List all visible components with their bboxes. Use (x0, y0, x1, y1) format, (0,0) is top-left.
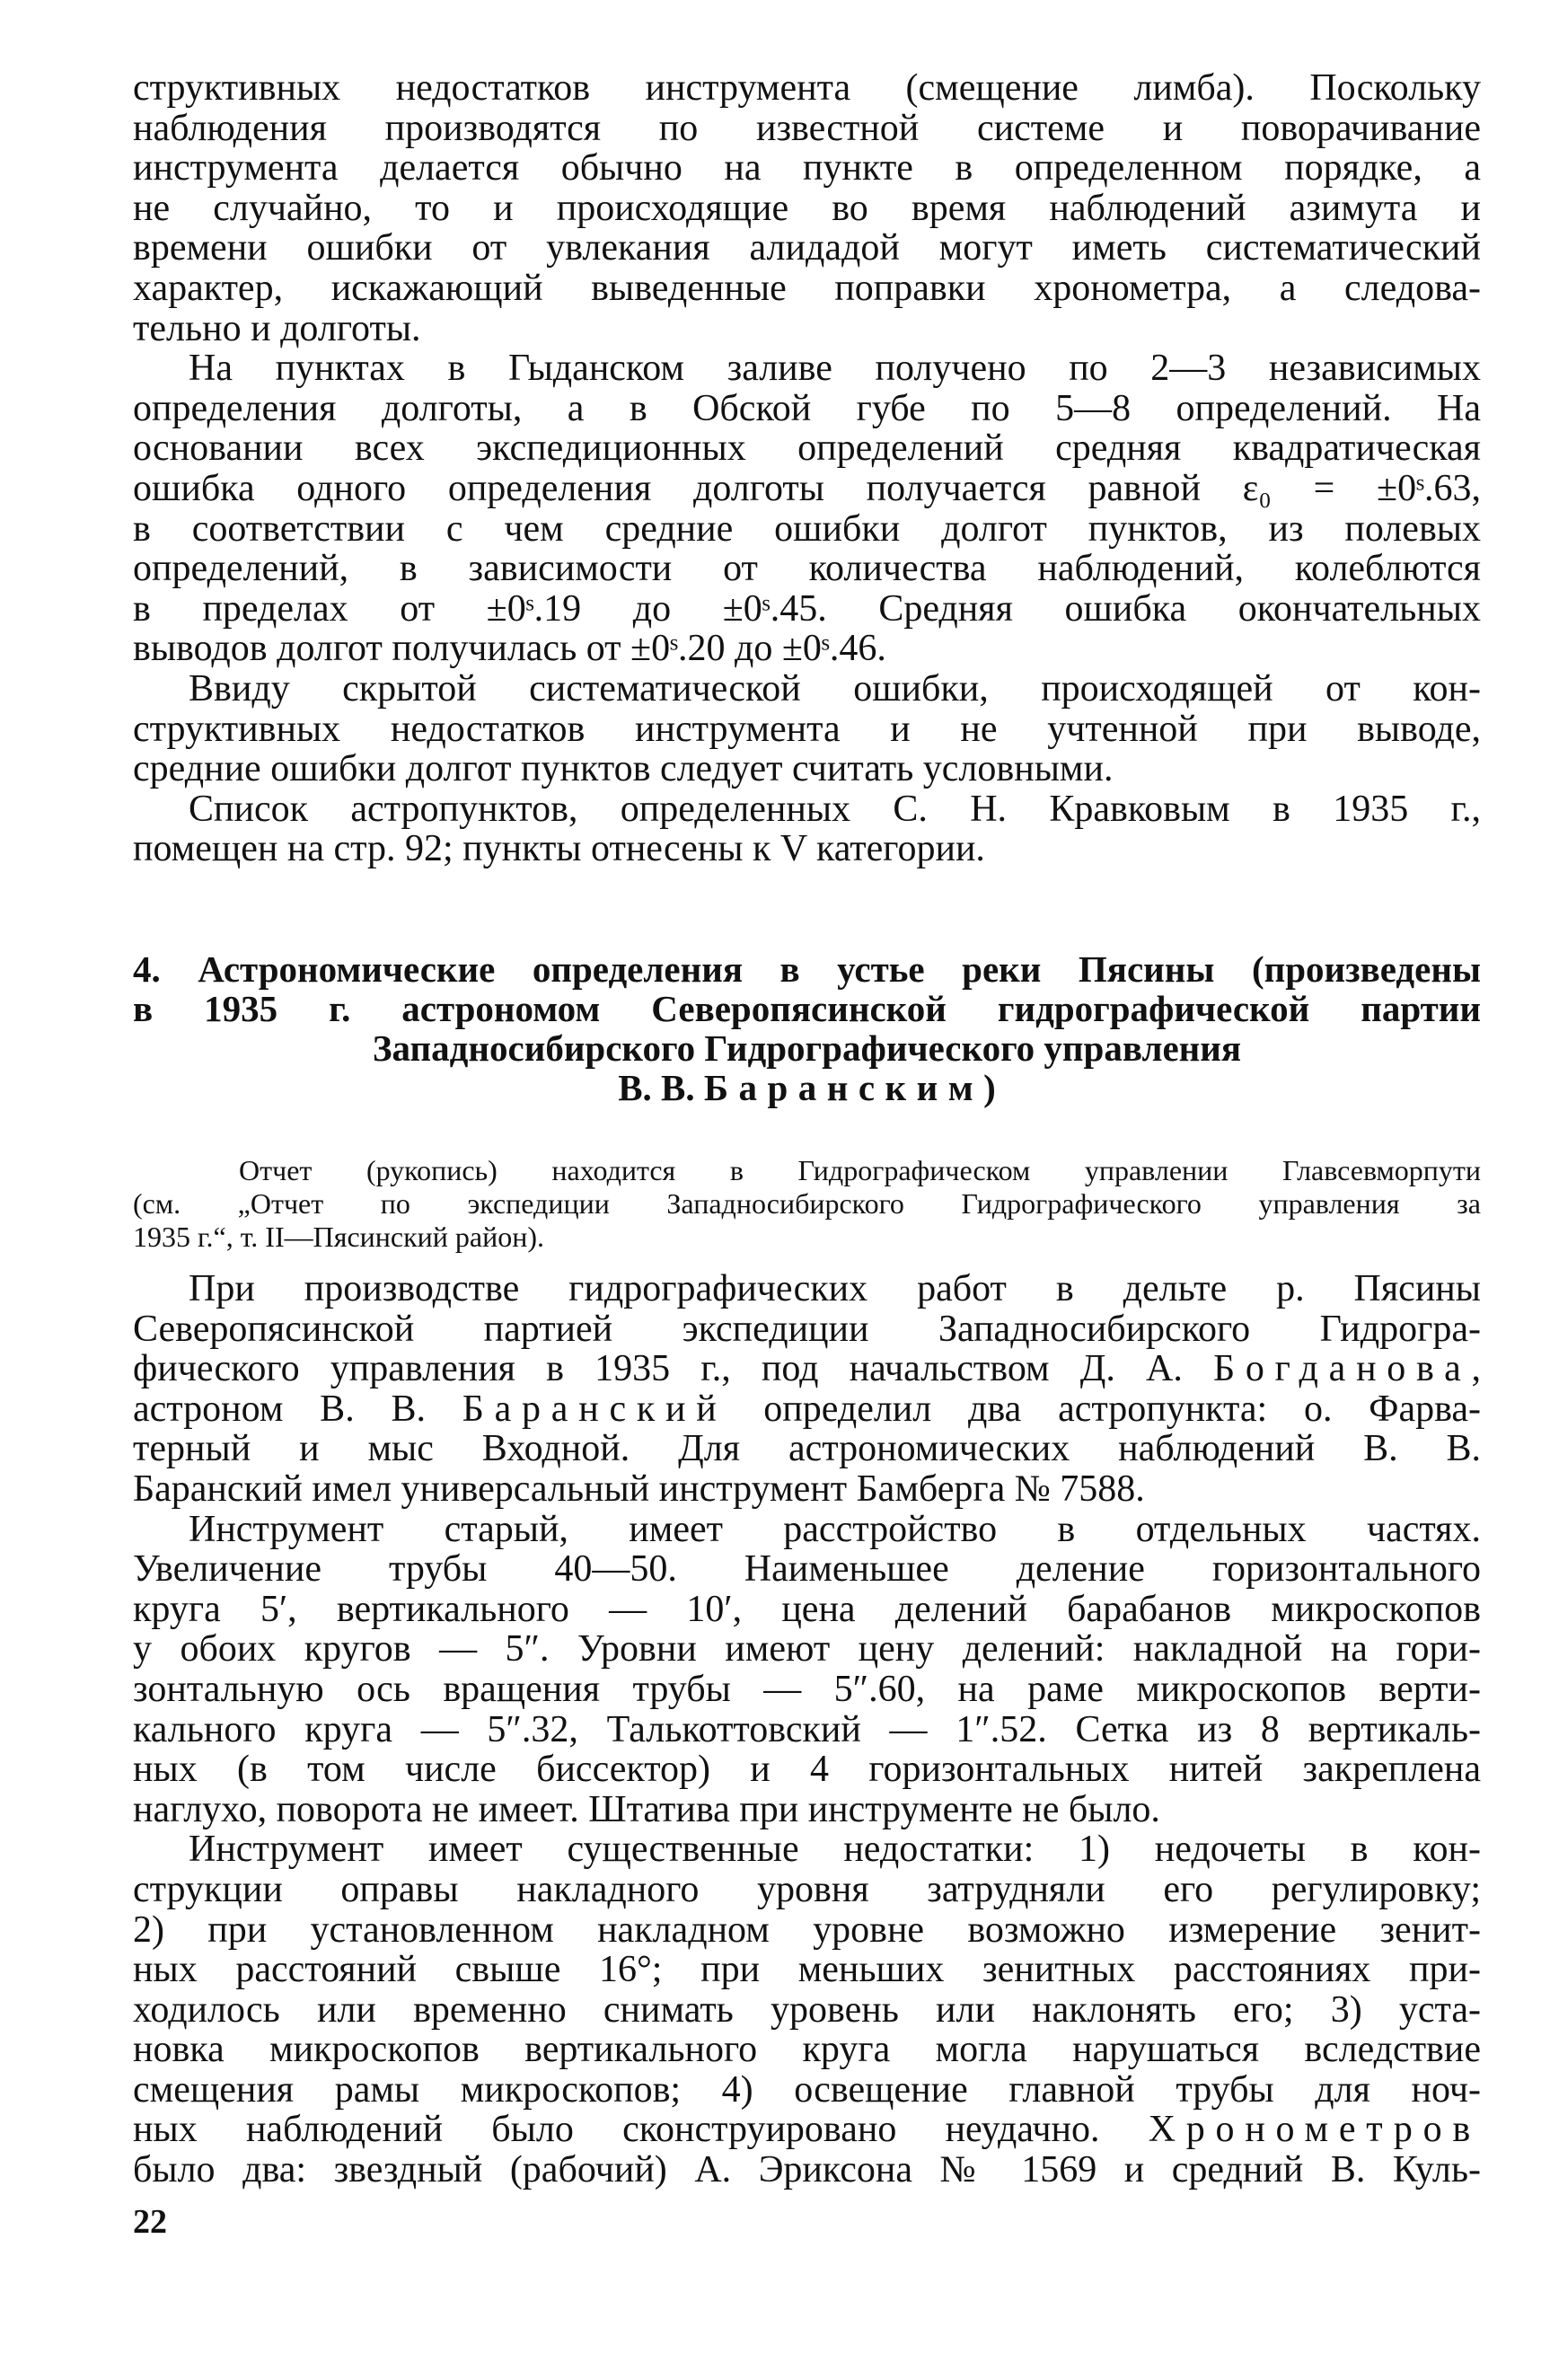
text-segment: В. В. (618, 1067, 704, 1108)
text-segment: астроном В. В. (133, 1388, 462, 1430)
text-line: Список астропунктов, определенных С. Н. Кравковым в 1935 г., (189, 788, 1481, 830)
text-line: (см. „Отчет по экспедиции Западносибирского Гидрографического управления за (133, 1187, 1481, 1220)
text-line: наглухо, поворота не имеет. Штатива при инструменте не было. (133, 1788, 1160, 1830)
text-line: терный и мыс Входной. Для астрономических наблюдений В. В. (133, 1428, 1481, 1470)
text-line: тельно и долготы. (133, 307, 421, 349)
text-segment: , (1471, 1348, 1481, 1390)
text-line: кального круга — 5″.32, Талькоттовский — 1″.52. Сетка из 8 вертикаль- (133, 1708, 1481, 1750)
text-line: новка микроскопов вертикального круга могла нарушаться вследствие (133, 2029, 1481, 2071)
section-heading (133, 949, 1481, 1107)
text-line: в соответствии с чем средние ошибки долгот пунктов, из полевых (133, 507, 1481, 550)
text-line: Инструмент старый, имеет расстройство в отдельных частях. (189, 1508, 1481, 1550)
text-line: выводов долгот получилась от ±0ˢ.20 до ±0ˢ.46. (133, 628, 886, 670)
text-line: в пределах от ±0ˢ.19 до ±0ˢ.45. Средняя ошибка окончательных (133, 587, 1481, 630)
text-line: инструмента делается обычно на пункте в определенном порядке, а (133, 147, 1481, 190)
text-line: не случайно, то и происходящие во время наблюдений азимута и (133, 187, 1481, 229)
page-number: 22 (133, 2203, 167, 2241)
text-line: круга 5′, вертикального — 10′, цена делений барабанов микроскопов (133, 1588, 1481, 1630)
spaced-emphasis: Баранским (703, 1067, 984, 1108)
text-line (133, 2110, 1481, 2150)
text-line: основании всех экспедиционных определений средняя квадратическая (133, 428, 1481, 470)
text-line: определения долготы, а в Обской губе по 5—8 определений. На (133, 387, 1481, 429)
text-line: характер, искажающий выведенные поправки хронометра, а следова- (133, 267, 1481, 309)
text-line: 1935 г.“, т. II—Пясинский район). (133, 1221, 544, 1253)
text-line: Отчет (рукопись) находится в Гидрографическом управлении Главсевморпути (239, 1154, 1481, 1186)
text-line: помещен на стр. 92; пункты отнесены к V категории. (133, 828, 985, 870)
text-line: Инструмент имеет существенные недостатки: 1) недочеты в кон- (189, 1829, 1481, 1871)
text-line: времени ошибки от увлекания алидадой могут иметь систематический (133, 227, 1481, 269)
text-line: структивных недостатков инструмента (смещение лимба). Поскольку (133, 67, 1481, 109)
text-line: Северопясинской партией экспедиции Западносибирского Гидрогра- (133, 1308, 1481, 1350)
text-line: зонтальную ось вращения трубы — 5″.60, на раме микроскопов верти- (133, 1668, 1481, 1710)
spaced-emphasis: Богданова (1213, 1348, 1472, 1390)
text-line: смещения рамы микроскопов; 4) освещение главной трубы для ноч- (133, 2068, 1481, 2111)
text-line: Увеличение трубы 40—50. Наименьшее деление горизонтального (133, 1548, 1481, 1591)
text-line: При производстве гидрографических работ в дельте р. Пясины (189, 1268, 1481, 1309)
text-line: Западносибирского Гидрографического управления (372, 1027, 1242, 1069)
text-line: ных (в том числе биссектор) и 4 горизонтальных нитей закреплена (133, 1749, 1481, 1791)
text-line: ходилось или временно снимать уровень или наклонять его; 3) уста- (133, 1988, 1481, 2031)
text-line: Ввиду скрытой систематической ошибки, происходящей от кон- (189, 667, 1481, 710)
text-segment: определил два астропункта: о. Фарва- (727, 1388, 1481, 1430)
text-line: Баранский имел универсальный инструмент Бамберга № 7588. (133, 1468, 1145, 1510)
text-line (133, 1068, 1481, 1107)
text-line: ных расстояний свыше 16°; при меньших зенитных расстояниях при- (133, 1949, 1481, 1991)
spaced-emphasis: Хронометров (1148, 2109, 1481, 2151)
text-line (133, 1349, 1481, 1389)
text-line: средние ошибки долгот пунктов следует считать условными. (133, 748, 1114, 790)
text-line (133, 1389, 1481, 1430)
text-line: в 1935 г. астрономом Северопясинской гидрографической партии (133, 988, 1481, 1029)
text-segment: ных наблюдений было сконструировано неудачно. (133, 2109, 1149, 2151)
text-line: ошибка одного определения долготы получается равной ε₀ = ±0ˢ.63, (133, 467, 1481, 509)
text-line: 2) при установленном накладном уровне возможно измерение зенит- (133, 1908, 1481, 1951)
text-segment: фического управления в 1935 г., под начальством Д. А. (133, 1348, 1213, 1390)
text-line: наблюдения производятся по известной системе и поворачивание (133, 107, 1481, 149)
text-line: струкции оправы накладного уровня затрудняли его регулировку; (133, 1868, 1481, 1910)
body-section-bottom (133, 1269, 1481, 2190)
text-line: у обоих кругов — 5″. Уровни имеют цену делений: накладной на гори- (133, 1628, 1481, 1670)
body-section-top (133, 68, 1481, 869)
text-line: определений, в зависимости от количества наблюдений, колеблются (133, 548, 1481, 590)
text-line: На пунктах в Гыданском заливе получено по 2—3 независимых (189, 348, 1481, 390)
text-line: 4. Астрономические определения в устье реки Пясины (произведены (133, 948, 1481, 990)
text-line: структивных недостатков инструмента и не учтенной при выводе, (133, 708, 1481, 750)
spaced-emphasis: Баранский (462, 1388, 727, 1430)
text-segment: ) (983, 1067, 996, 1108)
source-note (133, 1154, 1481, 1254)
text-line: было два: звездный (рабочий) А. Эриксона № 1569 и средний В. Куль- (133, 2149, 1481, 2191)
